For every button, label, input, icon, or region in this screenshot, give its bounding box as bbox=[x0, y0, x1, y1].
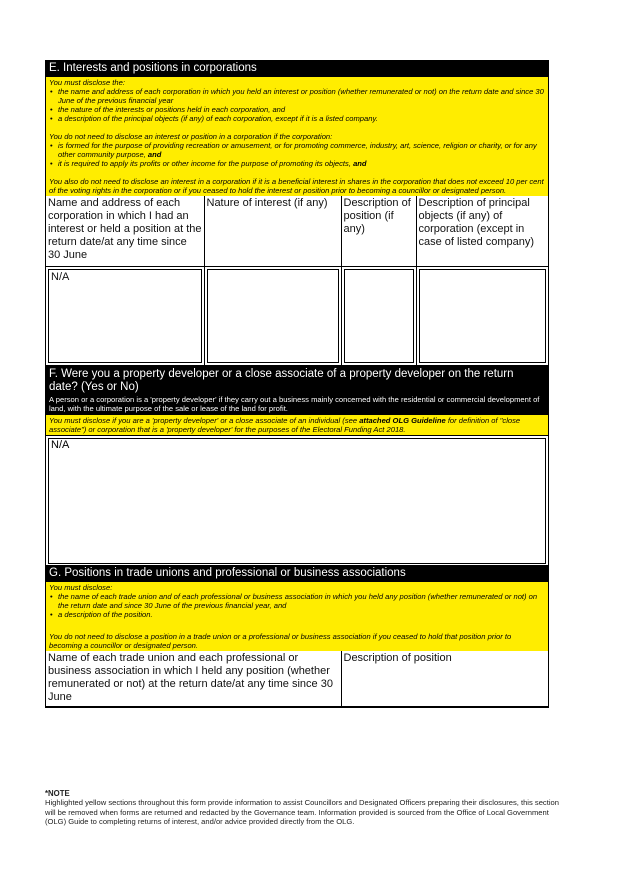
table-header-row bbox=[46, 651, 548, 707]
need-not-note: You do not need to disclose a position in a trade union or a professional or business association if you ceased to hold that position prior to becoming a councillor or designated person. bbox=[49, 631, 512, 650]
section-g-heading: G. Positions in trade unions and professional or business associations bbox=[46, 565, 548, 581]
column-header: Name of each trade union and each professional or business association in which I held any position (whether remunerated or not) at the return date/at any time since 30 June bbox=[46, 651, 341, 707]
list-item: • the name of each trade union and of each professional or business association in which you held any position (whether remunerated or not) on the return date and since 30 June of the previous financial year, and bbox=[58, 592, 545, 610]
section-g-table bbox=[46, 651, 548, 708]
property-developer-definition: A person or a corporation is a 'property developer' if they carry out a business mainly concerned with the residential or commercial development of land, with the ultimate purpose of the sale or lease of the land for profit. bbox=[46, 395, 548, 415]
position-description-input[interactable] bbox=[344, 269, 414, 363]
need-not-intro: You do not need to disclose an interest or position in a corporation if the corporation: bbox=[49, 132, 333, 141]
column-header: Description of principal objects (if any) of corporation (except in case of listed company) bbox=[416, 196, 548, 266]
olg-guideline-reference: attached OLG Guideline bbox=[359, 415, 446, 425]
column-header: Nature of interest (if any) bbox=[204, 196, 341, 266]
section-f-heading: F. Were you a property developer or a close associate of a property developer on the return date? (Yes or No) bbox=[46, 366, 548, 395]
section-f-guidance: You must disclose if you are a 'property developer' or a close associate of an individual (see attached OLG Guideline for definition of "close associate") or corporation that is a 'property developer' for the purposes of the Electoral Funding Act 2018. bbox=[46, 415, 548, 435]
section-g-guidance bbox=[46, 581, 548, 651]
column-header: Description of position bbox=[341, 651, 548, 707]
section-e-heading: E. Interests and positions in corporations bbox=[46, 61, 548, 76]
section-f-answer-box bbox=[46, 435, 548, 565]
note-text: Highlighted yellow sections throughout this form provide information to assist Councillors and Designated Officers preparing their disclosures, this section will be removed when forms are returned and redacted by the Governance team. Information provided is sourced from the Office of Local Government (OLG) Guide to completing returns of interest, and/or advice provided directly from the OLG. bbox=[45, 798, 559, 827]
list-item: • it is required to apply its profits or other income for the purpose of promoting its objects, and bbox=[58, 159, 545, 168]
section-e-table bbox=[46, 196, 548, 366]
principal-objects-input[interactable] bbox=[419, 269, 547, 363]
table-row bbox=[46, 266, 548, 365]
list-item: • a description of the position. bbox=[58, 610, 545, 619]
nature-of-interest-input[interactable] bbox=[207, 269, 339, 363]
section-e-guidance bbox=[46, 76, 548, 196]
must-disclose-list bbox=[49, 87, 545, 123]
list-item: • a description of the principal objects (if any) of each corporation, except if it is a listed company. bbox=[58, 114, 545, 123]
must-disclose-intro: You must disclose the: bbox=[49, 78, 125, 87]
shares-note: You also do not need to disclose an interest in a corporation if it is a beneficial interest in shares in the corporation that does not exceed 10 per cent of the voting rights in the corporation or if you ceased to hold the interest or position prior to becoming a councillor or designated person. bbox=[49, 177, 544, 195]
list-item: • the name and address of each corporation in which you held an interest or position (whether remunerated or not) on the return date and since 30 June of the previous financial year bbox=[58, 87, 545, 105]
table-header-row bbox=[46, 196, 548, 266]
corporation-name-input[interactable]: N/A bbox=[48, 269, 202, 363]
list-item: • is formed for the purpose of providing recreation or amusement, or for promoting commerce, industry, art, science, religion or charity, or for any other community purpose, and bbox=[58, 141, 545, 159]
must-disclose-intro: You must disclose: bbox=[49, 582, 113, 592]
property-developer-answer-input[interactable]: N/A bbox=[48, 438, 546, 564]
must-disclose-list bbox=[49, 592, 545, 619]
need-not-list bbox=[49, 141, 545, 168]
column-header: Name and address of each corporation in which I had an interest or held a position at the return date/at any time since 30 June bbox=[46, 196, 204, 266]
disclosure-form bbox=[45, 60, 549, 708]
note-title: *NOTE bbox=[45, 789, 70, 798]
list-item: • the nature of the interests or positions held in each corporation, and bbox=[58, 105, 545, 114]
column-header: Description of position (if any) bbox=[341, 196, 416, 266]
footer-note bbox=[45, 789, 565, 827]
